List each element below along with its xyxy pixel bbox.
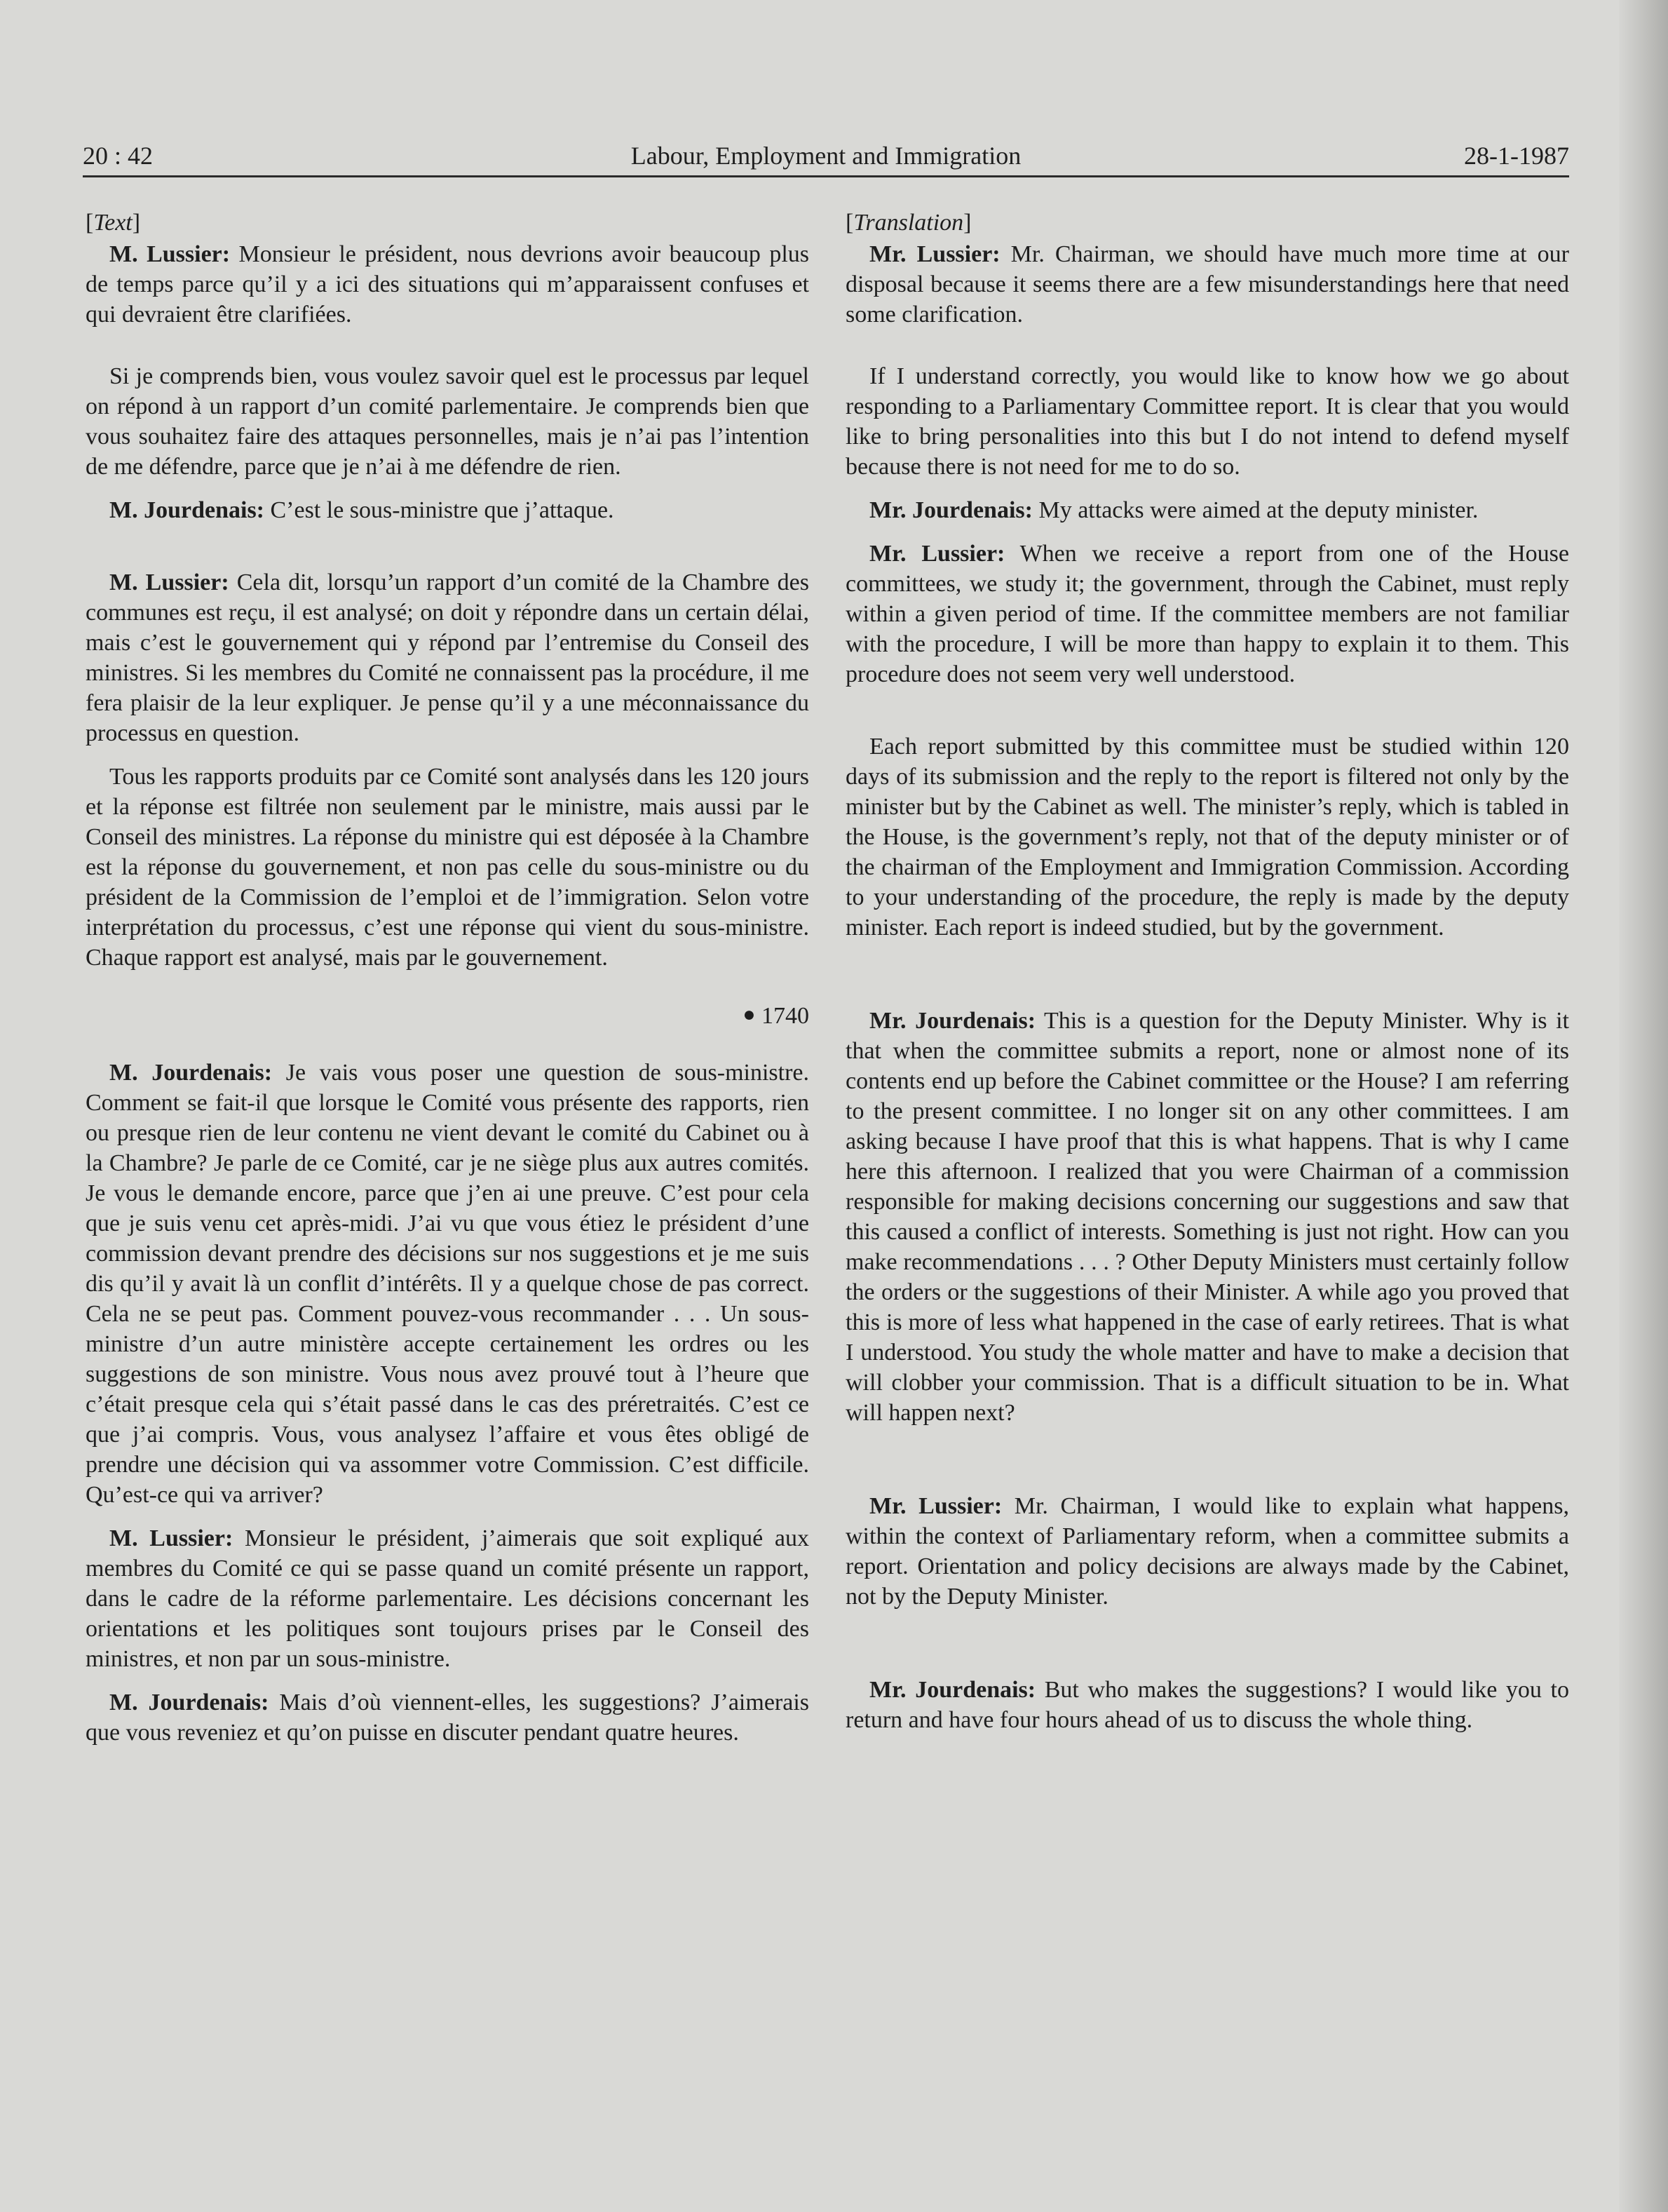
bullet-icon: ● xyxy=(743,1003,756,1026)
speaker-name: M. Lussier: xyxy=(109,569,229,595)
page-number: 20 : 42 xyxy=(83,142,154,170)
page-edge-shadow xyxy=(1619,0,1668,2212)
paragraph: Mr. Jourdenais: My attacks were aimed at the deputy minister. xyxy=(869,497,1479,523)
speaker-name: Mr. Lussier: xyxy=(869,1493,1003,1519)
committee-title: Labour, Employment and Immigration xyxy=(630,142,1022,170)
page-header xyxy=(83,136,1569,177)
paragraph: M. Jourdenais: Mais d’où viennent-elles, les suggestions? J’aimerais que vous reveniez et qu’on puisse en discuter pendant quatre heures. xyxy=(86,1690,810,1746)
paragraph: If I understand correctly, you would like to know how we go about responding to a Parliamentary Committee report. It is clear that you would like to bring personalities into this but I do not intend to defend myself because there is not need for me to do so. xyxy=(846,363,1569,480)
paragraph: Tous les rapports produits par ce Comité sont analysés dans les 120 jours et la réponse est filtrée non seulement par le ministre, mais aussi par le Conseil des ministres. La réponse du ministre qui est déposée à la Chambre est la réponse du gouvernement, et non pas celle du sous-ministre ou du président de la Commission de l’emploi et de l’immigration. Selon votre interprétation du processus, c’est une réponse qui vient du sous-ministre. Chaque rapport est analysé, mais par le gouvernement. xyxy=(86,764,809,971)
speaker-name: M. Lussier: xyxy=(109,1525,233,1551)
column-label-text: [Text] xyxy=(86,210,141,236)
column-label-translation: [Translation] xyxy=(846,210,972,236)
speaker-name: M. Lussier: xyxy=(109,241,231,267)
paragraph: Si je comprends bien, vous voulez savoir quel est le processus par lequel on répond à un rapport d’un comité parlementaire. Je comprends bien que vous souhaitez faire des attaques personnelles, mais je n’ai pas l’intention de me défendre, parce que je n’ai à me défendre de rien. xyxy=(86,363,809,480)
speaker-name: Mr. Jourdenais: xyxy=(869,1008,1036,1034)
paragraph: M. Lussier: Monsieur le président, nous devrions avoir beaucoup plus de temps parce qu’il y a ici des situations qui m’apparaissent confuses et qui devraient être clarifiées. xyxy=(86,241,810,328)
speaker-name: M. Jourdenais: xyxy=(109,497,264,523)
speaker-name: Mr. Jourdenais: xyxy=(869,497,1033,523)
session-date: 28-1-1987 xyxy=(1464,142,1569,170)
paragraph: M. Jourdenais: Je vais vous poser une question de sous-ministre. Comment se fait-il que lorsque le Comité vous présente des rapports, rien ou presque rien de leur contenu ne vient devant le comité du Cabinet ou à la Chambre? Je parle de ce Comité, car je ne siège plus aux autres comités. Je vous le demande encore, parce que j’en ai une preuve. C’est pour cela que je suis venu cet après-midi. J’ai vu que vous étiez le président d’une commission devant prendre des décisions sur nos suggestions et je me suis dis qu’il y avait là un conflit d’intérêts. Il y a quelque chose de pas correct. Cela ne se peut pas. Comment pouvez-vous recommander . . . Un sous-ministre d’un autre ministère accepte certainement les ordres ou les suggestions de son ministre. Vous nous avez prouvé tout à l’heure que c’était presque cela qui s’était passé dans le cas des préretraités. C’est ce que j’ai compris. Vous, vous analysez l’affaire et vous êtes obligé de prendre une décision qui va assommer votre Commission. C’est difficile. Qu’est-ce qui va arriver? xyxy=(86,1060,810,1508)
paragraph: M. Jourdenais: C’est le sous-ministre que j’attaque. xyxy=(109,497,614,523)
speaker-name: M. Jourdenais: xyxy=(109,1060,273,1086)
paragraph: Mr. Jourdenais: This is a question for the Deputy Minister. Why is it that when the committee submits a report, none or almost none of its contents end up before the Cabinet committee or the House? I am referring to the present committee. I no longer sit on any other committees. I am asking because I have proof that this is what happens. That is why I came here this afternoon. I realized that you were Chairman of a commission responsible for making decisions concerning our suggestions and saw that this caused a conflict of interests. Something is just not right. How can you make recommendations . . . ? Other Deputy Ministers must certainly follow the orders or the suggestions of their Minister. A while ago you proved that this is more of less what happened in the case of early retirees. That is what I understood. You study the whole matter and have to make a decision that will clobber your commission. That is a difficult situation to be in. What will happen next? xyxy=(846,1008,1569,1426)
speaker-name: M. Jourdenais: xyxy=(109,1690,269,1715)
paragraph: Mr. Lussier: When we receive a report from one of the House committees, we study it; the government, through the Cabinet, must reply within a given period of time. If the committee members are not familiar with the procedure, I will be more than happy to explain it to them. This procedure does not seem very well understood. xyxy=(846,541,1569,687)
paragraph: Mr. Jourdenais: But who makes the suggestions? I would like you to return and have four hours ahead of us to discuss the whole thing. xyxy=(846,1677,1569,1733)
speaker-name: Mr. Jourdenais: xyxy=(869,1677,1036,1703)
paragraph: Each report submitted by this committee must be studied within 120 days of its submission and the reply to the report is filtered not only by the minister but by the Cabinet as well. The minister’s reply, which is tabled in the House, is the government’s reply, not that of the deputy minister or of the chairman of the Employment and Immigration Commission. According to your understanding of the procedure, the reply is made by the deputy minister. Each report is indeed studied, but by the government. xyxy=(846,734,1569,940)
speaker-name: Mr. Lussier: xyxy=(869,541,1005,567)
paragraph: M. Lussier: Cela dit, lorsqu’un rapport d’un comité de la Chambre des communes est reçu, il est analysé; on doit y répondre dans un certain délai, mais c’est le gouvernement qui y répond par l’entremise du Conseil des ministres. Si les membres du Comité ne connaissent pas la procédure, il me fera plaisir de la leur expliquer. Je pense qu’il y a une méconnaissance du processus en question. xyxy=(86,569,810,746)
text-column-english xyxy=(846,208,1569,1748)
time-marker: ● 1740 xyxy=(743,1003,809,1029)
paragraph: M. Lussier: Monsieur le président, j’aimerais que soit expliqué aux membres du Comité ce qui se passe quand un comité présente un rapport, dans le cadre de la réforme parlementaire. Les décisions concernant les orientations et les politiques sont toujours prises par le Conseil des ministres, et non par un sous-ministre. xyxy=(86,1525,809,1672)
paragraph: Mr. Lussier: Mr. Chairman, we should have much more time at our disposal because it seems there are a few misunderstandings here that need some clarification. xyxy=(846,241,1569,328)
speaker-name: Mr. Lussier: xyxy=(869,241,1001,267)
text-column-french xyxy=(86,208,809,1761)
paragraph: Mr. Lussier: Mr. Chairman, I would like to explain what happens, within the context of Parliamentary reform, when a committee submits a report. Orientation and policy decisions are always made by the Cabinet, not by the Deputy Minister. xyxy=(846,1493,1569,1610)
